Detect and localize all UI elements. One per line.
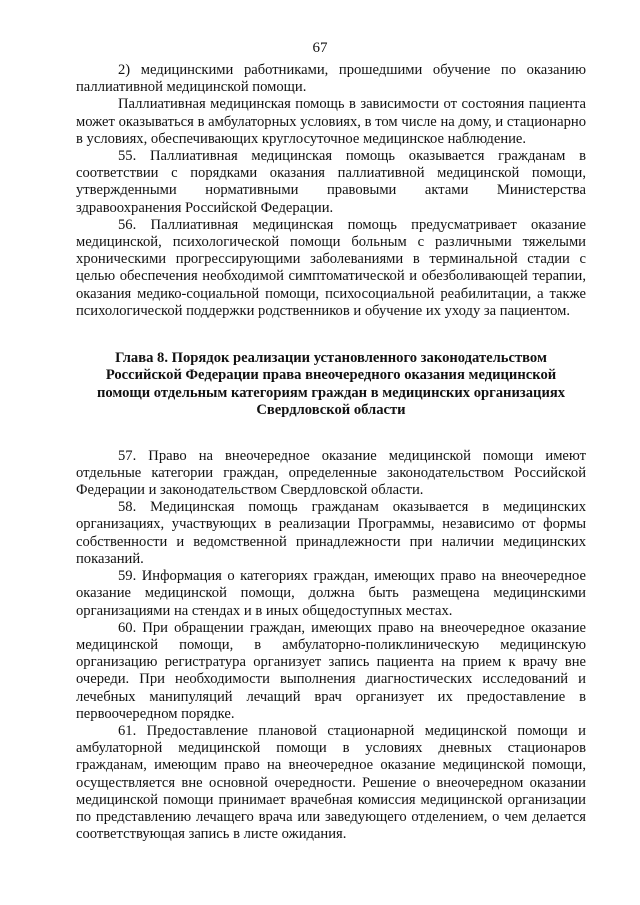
paragraph-55: 55. Паллиативная медицинская помощь оказывается гражданам в соответствии с порядками оказания паллиативной медицинской помощи, утвержденными нормативными правовыми актами Министерства здравоохранения Российской Федерации.	[76, 148, 586, 216]
paragraph: Паллиативная медицинская помощь в зависимости от состояния пациента может оказываться в амбулаторных условиях, в том числе на дому, и стационарно в условиях, обеспечивающих круглосуточное медицинское наблюдение.	[76, 96, 586, 147]
paragraph-58: 58. Медицинская помощь гражданам оказывается в медицинских организациях, участвующих в реализации Программы, независимо от формы собственности и ведомственной принадлежности при наличии медицинских показаний.	[76, 499, 586, 567]
paragraph-57: 57. Право на внеочередное оказание медицинской помощи имеют отдельные категории граждан, определенные законодательством Российской Федерации и законодательством Свердловской области.	[76, 447, 586, 499]
paragraph: 2) медицинскими работниками, прошедшими обучение по оказанию паллиативной медицинской помощи.	[76, 62, 586, 96]
paragraph-59: 59. Информация о категориях граждан, имеющих право на внеочередное оказание медицинской помощи, должна быть размещена медицинскими организациями на стендах и в иных общедоступных местах.	[76, 568, 586, 619]
paragraph-60: 60. При обращении граждан, имеющих право на внеочередное оказание медицинской помощи, в амбулаторно-поликлиническую медицинскую организацию регистратура организует запись пациента на прием к врачу вне очереди. При необходимости выполнения диагностических исследований и лечебных манипуляций лечащий врач организует их предоставление в первоочередном порядке.	[76, 619, 586, 722]
paragraph-56: 56. Паллиативная медицинская помощь предусматривает оказание медицинской, психологической помощи больным с различными тяжелыми хроническими прогрессирующими заболеваниями в терминальной стадии с целью обеспечения необходимой симптоматической и обезболивающей терапии, оказания медико-социальной помощи, психосоциальной реабилитации, а также психологической поддержки родственников и обучение их уходу за пациентом.	[76, 216, 586, 319]
document-body	[76, 62, 586, 843]
page-number: 67	[312, 40, 328, 56]
chapter-heading: Глава 8. Порядок реализации установленного законодательством Российской Федерации права внеочередного оказания медицинской помощи отдельным категориям граждан в медицинских организациях Свердловской области	[96, 350, 566, 419]
paragraph-61: 61. Предоставление плановой стационарной медицинской помощи и амбулаторной медицинской помощи в условиях дневных стационаров гражданам, имеющим право на внеочередное оказание медицинской помощи, осуществляется вне основной очередности. Решение о внеочередном оказании медицинской помощи принимает врачебная комиссия медицинской организации по представлению лечащего врача или заведующего отделением, о чем делается соответствующая запись в листе ожидания.	[76, 722, 586, 843]
